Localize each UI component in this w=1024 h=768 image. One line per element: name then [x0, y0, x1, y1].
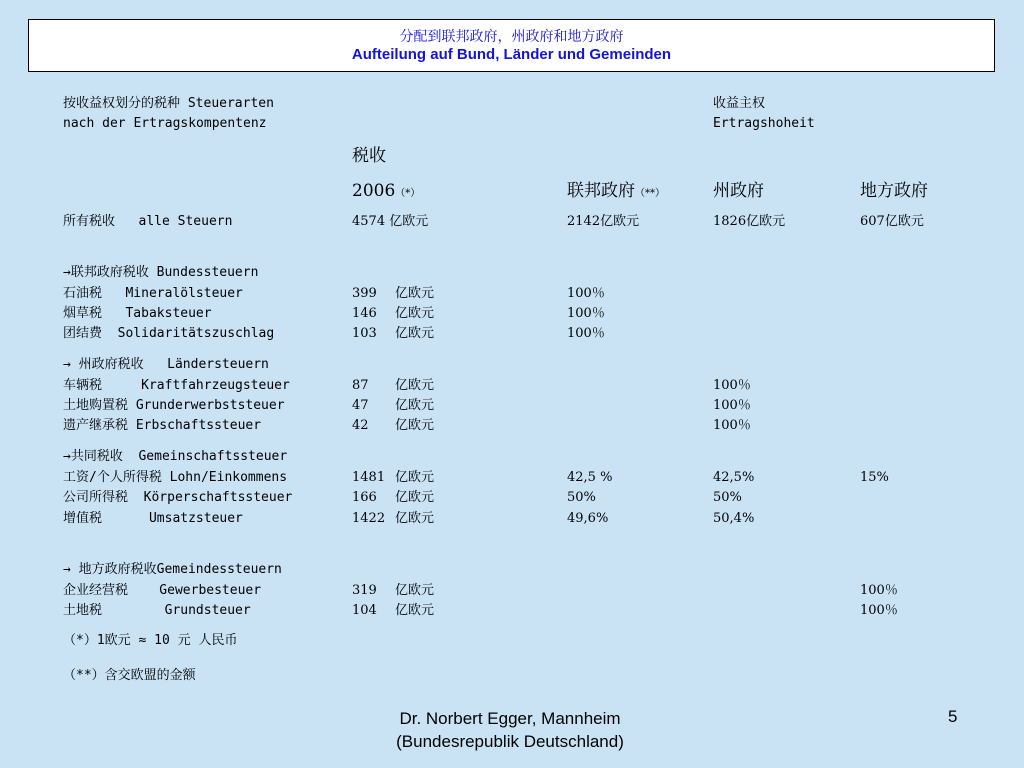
header-year-note: （*） [395, 188, 421, 199]
footer-author-name: Dr. Norbert Egger, Mannheim [399, 709, 621, 728]
row-amount-unit: 亿欧元 [395, 583, 435, 598]
section-state-heading: → 州政府税收 Ländersteuern [63, 357, 269, 372]
row-state-share: 100％ [713, 378, 751, 393]
row-federal-share: 49,6% [567, 511, 609, 526]
row-name: 遗产继承税 Erbschaftssteuer [63, 418, 262, 433]
slide-title-box [28, 19, 995, 72]
header-taxtype-de2: nach der Ertragskompentenz [63, 116, 267, 131]
header-taxtype-cn: 按收益权划分的税种 [63, 96, 181, 111]
all-taxes-label [63, 214, 232, 230]
slide-title-german: Aufteilung auf Bund, Länder und Gemeinden [351, 46, 672, 63]
header-taxtype [63, 96, 274, 112]
header-federal [567, 181, 665, 204]
header-taxtype-de: Steuerarten [187, 96, 274, 111]
header-year-value: 2006 [352, 181, 396, 201]
row-amount-unit: 亿欧元 [395, 286, 435, 301]
header-year [352, 181, 420, 204]
header-holder-de: Ertragshoheit [713, 116, 815, 131]
row-amount-number: 319 [352, 583, 377, 598]
all-taxes-state: 1826亿欧元 [713, 214, 786, 229]
all-taxes-de: alle Steuern [138, 214, 233, 229]
row-amount-unit: 亿欧元 [395, 418, 435, 433]
footnote-eu-contribution: （**）含交欧盟的金额 [63, 668, 196, 683]
row-amount-number: 1481 [352, 470, 386, 485]
row-state-share: 100％ [713, 398, 751, 413]
row-local-share: 100％ [860, 583, 898, 598]
row-amount-number: 87 [352, 378, 369, 393]
row-amount-number: 1422 [352, 511, 386, 526]
footer-author [340, 707, 680, 753]
row-name: 企业经营税 Gewerbesteuer [63, 583, 262, 598]
row-amount-unit: 亿欧元 [395, 378, 435, 393]
all-taxes-amount: 4574 亿欧元 [352, 214, 429, 229]
page-number: 5 [948, 707, 958, 726]
row-amount-number: 399 [352, 286, 377, 301]
row-name: 土地税 Grundsteuer [63, 603, 251, 618]
row-state-share: 50% [713, 490, 742, 505]
row-amount-number: 104 [352, 603, 377, 618]
row-name: 烟草税 Tabaksteuer [63, 306, 212, 321]
row-name: 工资/个人所得税 Lohn/Einkommens [63, 470, 288, 485]
row-amount-unit: 亿欧元 [395, 306, 435, 321]
row-amount-number: 47 [352, 398, 369, 413]
all-taxes-federal: 2142亿欧元 [567, 214, 640, 229]
row-name: 车辆税 Kraftfahrzeugsteuer [63, 378, 290, 393]
row-name: 石油税 Mineralölsteuer [63, 286, 243, 301]
header-local: 地方政府 [860, 181, 928, 201]
row-amount-unit: 亿欧元 [395, 603, 435, 618]
row-name: 土地购置税 Grunderwerbststeuer [63, 398, 285, 413]
row-amount-number: 103 [352, 326, 377, 341]
section-local-heading: → 地方政府税收Gemeindessteuern [63, 562, 282, 577]
row-amount-number: 166 [352, 490, 377, 505]
all-taxes-cn: 所有税收 [63, 214, 116, 229]
row-amount-number: 146 [352, 306, 377, 321]
header-tax-label: 税收 [352, 146, 386, 166]
row-federal-share: 100％ [567, 306, 605, 321]
row-name: 公司所得税 Körperschaftssteuer [63, 490, 293, 505]
row-amount-unit: 亿欧元 [395, 398, 435, 413]
footer-author-country: (Bundesrepublik Deutschland) [396, 732, 624, 751]
row-state-share: 50,4% [713, 511, 755, 526]
row-federal-share: 42,5 % [567, 470, 613, 485]
header-state: 州政府 [713, 181, 764, 201]
header-federal-label: 联邦政府 [567, 181, 635, 201]
header-federal-note: （**） [635, 188, 665, 199]
row-federal-share: 100％ [567, 326, 605, 341]
row-federal-share: 50% [567, 490, 596, 505]
section-federal-heading: →联邦政府税收 Bundessteuern [63, 265, 259, 280]
all-taxes-local: 607亿欧元 [860, 214, 924, 229]
section-shared-heading: →共同税收 Gemeinschaftssteuer [63, 449, 288, 464]
slide-title-chinese: 分配到联邦政府，州政府和地方政府 [399, 29, 624, 45]
row-local-share: 15% [860, 470, 889, 485]
row-amount-unit: 亿欧元 [395, 490, 435, 505]
row-name: 团结费 Solidaritätszuschlag [63, 326, 275, 341]
row-amount-unit: 亿欧元 [395, 470, 435, 485]
header-holder-cn: 收益主权 [713, 96, 766, 111]
row-state-share: 100％ [713, 418, 751, 433]
row-federal-share: 100％ [567, 286, 605, 301]
row-name: 增值税 Umsatzsteuer [63, 511, 243, 526]
row-local-share: 100％ [860, 603, 898, 618]
row-amount-number: 42 [352, 418, 369, 433]
row-state-share: 42,5% [713, 470, 755, 485]
footnote-exchange-rate: （*）1欧元 ≈ 10 元 人民币 [63, 633, 238, 648]
row-amount-unit: 亿欧元 [395, 326, 435, 341]
row-amount-unit: 亿欧元 [395, 511, 435, 526]
